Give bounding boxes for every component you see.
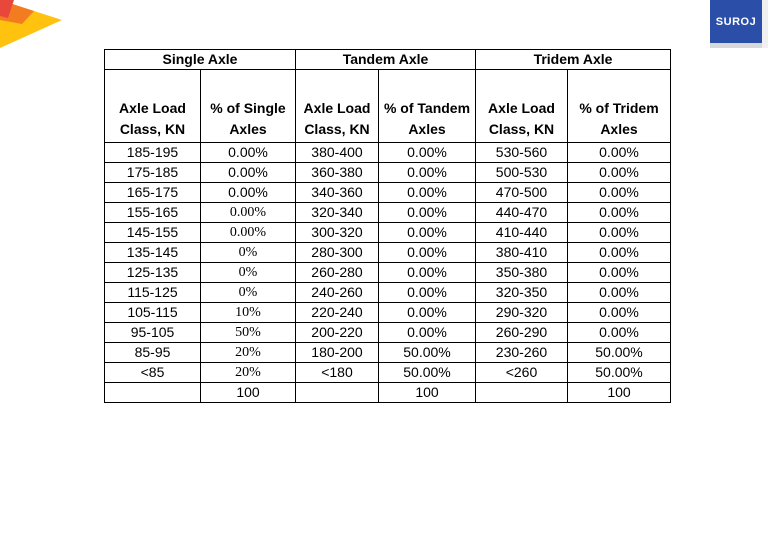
tridem-class-cell: <260 [476, 363, 568, 383]
suroj-logo [710, 0, 762, 48]
tandem-pct-cell: 0.00% [379, 143, 476, 163]
tandem-class-cell: 280-300 [296, 243, 379, 263]
tridem-pct-cell: 0.00% [568, 243, 671, 263]
table-row [105, 383, 671, 403]
col-header-single-pct: % of Single Axles [201, 70, 296, 143]
tridem-pct-cell: 0.00% [568, 163, 671, 183]
tridem-class-cell: 470-500 [476, 183, 568, 203]
tandem-class-cell: 380-400 [296, 143, 379, 163]
tandem-class-cell [296, 383, 379, 403]
table-row [105, 283, 671, 303]
table-body [105, 143, 671, 403]
table-row [105, 323, 671, 343]
tandem-class-cell: 240-260 [296, 283, 379, 303]
single-class-cell: <85 [105, 363, 201, 383]
tridem-class-cell: 260-290 [476, 323, 568, 343]
tridem-class-cell: 350-380 [476, 263, 568, 283]
tandem-class-cell: 340-360 [296, 183, 379, 203]
single-pct-cell: 100 [201, 383, 296, 403]
tandem-class-cell: 300-320 [296, 223, 379, 243]
corner-decoration [0, 0, 62, 48]
tridem-pct-cell: 100 [568, 383, 671, 403]
table-row [105, 223, 671, 243]
group-header-single: Single Axle [105, 50, 296, 70]
tridem-class-cell: 410-440 [476, 223, 568, 243]
single-pct-cell: 10% [201, 303, 296, 323]
single-pct-cell: 20% [201, 363, 296, 383]
col-header-tridem-class: Axle Load Class, KN [476, 70, 568, 143]
tridem-class-cell: 290-320 [476, 303, 568, 323]
tandem-pct-cell: 0.00% [379, 203, 476, 223]
single-pct-cell: 50% [201, 323, 296, 343]
tridem-pct-cell: 0.00% [568, 143, 671, 163]
group-header-row [105, 50, 671, 70]
tandem-class-cell: <180 [296, 363, 379, 383]
col-header-tandem-class: Axle Load Class, KN [296, 70, 379, 143]
col-header-tandem-pct: % of Tandem Axles [379, 70, 476, 143]
tridem-pct-cell: 50.00% [568, 343, 671, 363]
single-class-cell: 155-165 [105, 203, 201, 223]
table-row [105, 343, 671, 363]
single-pct-cell: 0% [201, 263, 296, 283]
tandem-class-cell: 320-340 [296, 203, 379, 223]
single-class-cell: 95-105 [105, 323, 201, 343]
tridem-pct-cell: 0.00% [568, 183, 671, 203]
single-class-cell: 185-195 [105, 143, 201, 163]
tandem-class-cell: 360-380 [296, 163, 379, 183]
tridem-pct-cell: 0.00% [568, 323, 671, 343]
single-class-cell: 125-135 [105, 263, 201, 283]
tandem-pct-cell: 0.00% [379, 283, 476, 303]
tandem-pct-cell: 0.00% [379, 223, 476, 243]
single-class-cell: 135-145 [105, 243, 201, 263]
single-class-cell: 85-95 [105, 343, 201, 363]
table-row [105, 203, 671, 223]
tandem-pct-cell: 50.00% [379, 363, 476, 383]
single-pct-cell: 0.00% [201, 203, 296, 223]
single-class-cell: 175-185 [105, 163, 201, 183]
tandem-pct-cell: 0.00% [379, 263, 476, 283]
single-class-cell: 115-125 [105, 283, 201, 303]
tridem-pct-cell: 0.00% [568, 203, 671, 223]
tridem-class-cell: 440-470 [476, 203, 568, 223]
single-class-cell [105, 383, 201, 403]
column-header-row [105, 70, 671, 143]
tridem-class-cell: 500-530 [476, 163, 568, 183]
single-class-cell: 145-155 [105, 223, 201, 243]
single-class-cell: 165-175 [105, 183, 201, 203]
table-row [105, 183, 671, 203]
table-row [105, 363, 671, 383]
table-row [105, 263, 671, 283]
single-pct-cell: 0.00% [201, 183, 296, 203]
tridem-class-cell [476, 383, 568, 403]
tandem-pct-cell: 0.00% [379, 323, 476, 343]
col-header-single-class: Axle Load Class, KN [105, 70, 201, 143]
table-row [105, 303, 671, 323]
single-pct-cell: 0% [201, 243, 296, 263]
single-pct-cell: 0.00% [201, 163, 296, 183]
tandem-pct-cell: 0.00% [379, 183, 476, 203]
single-pct-cell: 0.00% [201, 143, 296, 163]
single-class-cell: 105-115 [105, 303, 201, 323]
tandem-class-cell: 220-240 [296, 303, 379, 323]
col-header-tridem-pct: % of Tridem Axles [568, 70, 671, 143]
tandem-pct-cell: 0.00% [379, 163, 476, 183]
tridem-pct-cell: 0.00% [568, 283, 671, 303]
single-pct-cell: 0.00% [201, 223, 296, 243]
single-pct-cell: 0% [201, 283, 296, 303]
tandem-pct-cell: 100 [379, 383, 476, 403]
tandem-pct-cell: 0.00% [379, 243, 476, 263]
tandem-class-cell: 180-200 [296, 343, 379, 363]
group-header-tandem: Tandem Axle [296, 50, 476, 70]
tandem-class-cell: 260-280 [296, 263, 379, 283]
tridem-class-cell: 320-350 [476, 283, 568, 303]
tridem-pct-cell: 0.00% [568, 223, 671, 243]
tridem-pct-cell: 0.00% [568, 303, 671, 323]
table-row [105, 143, 671, 163]
tridem-class-cell: 230-260 [476, 343, 568, 363]
table-row [105, 163, 671, 183]
tridem-class-cell: 530-560 [476, 143, 568, 163]
axle-load-table [104, 49, 671, 403]
tandem-pct-cell: 0.00% [379, 303, 476, 323]
table-row [105, 243, 671, 263]
tridem-pct-cell: 50.00% [568, 363, 671, 383]
tandem-class-cell: 200-220 [296, 323, 379, 343]
logo-text: SUROJ [715, 15, 757, 28]
single-pct-cell: 20% [201, 343, 296, 363]
tridem-class-cell: 380-410 [476, 243, 568, 263]
tandem-pct-cell: 50.00% [379, 343, 476, 363]
group-header-tridem: Tridem Axle [476, 50, 671, 70]
tridem-pct-cell: 0.00% [568, 263, 671, 283]
logo-edge [762, 0, 768, 48]
